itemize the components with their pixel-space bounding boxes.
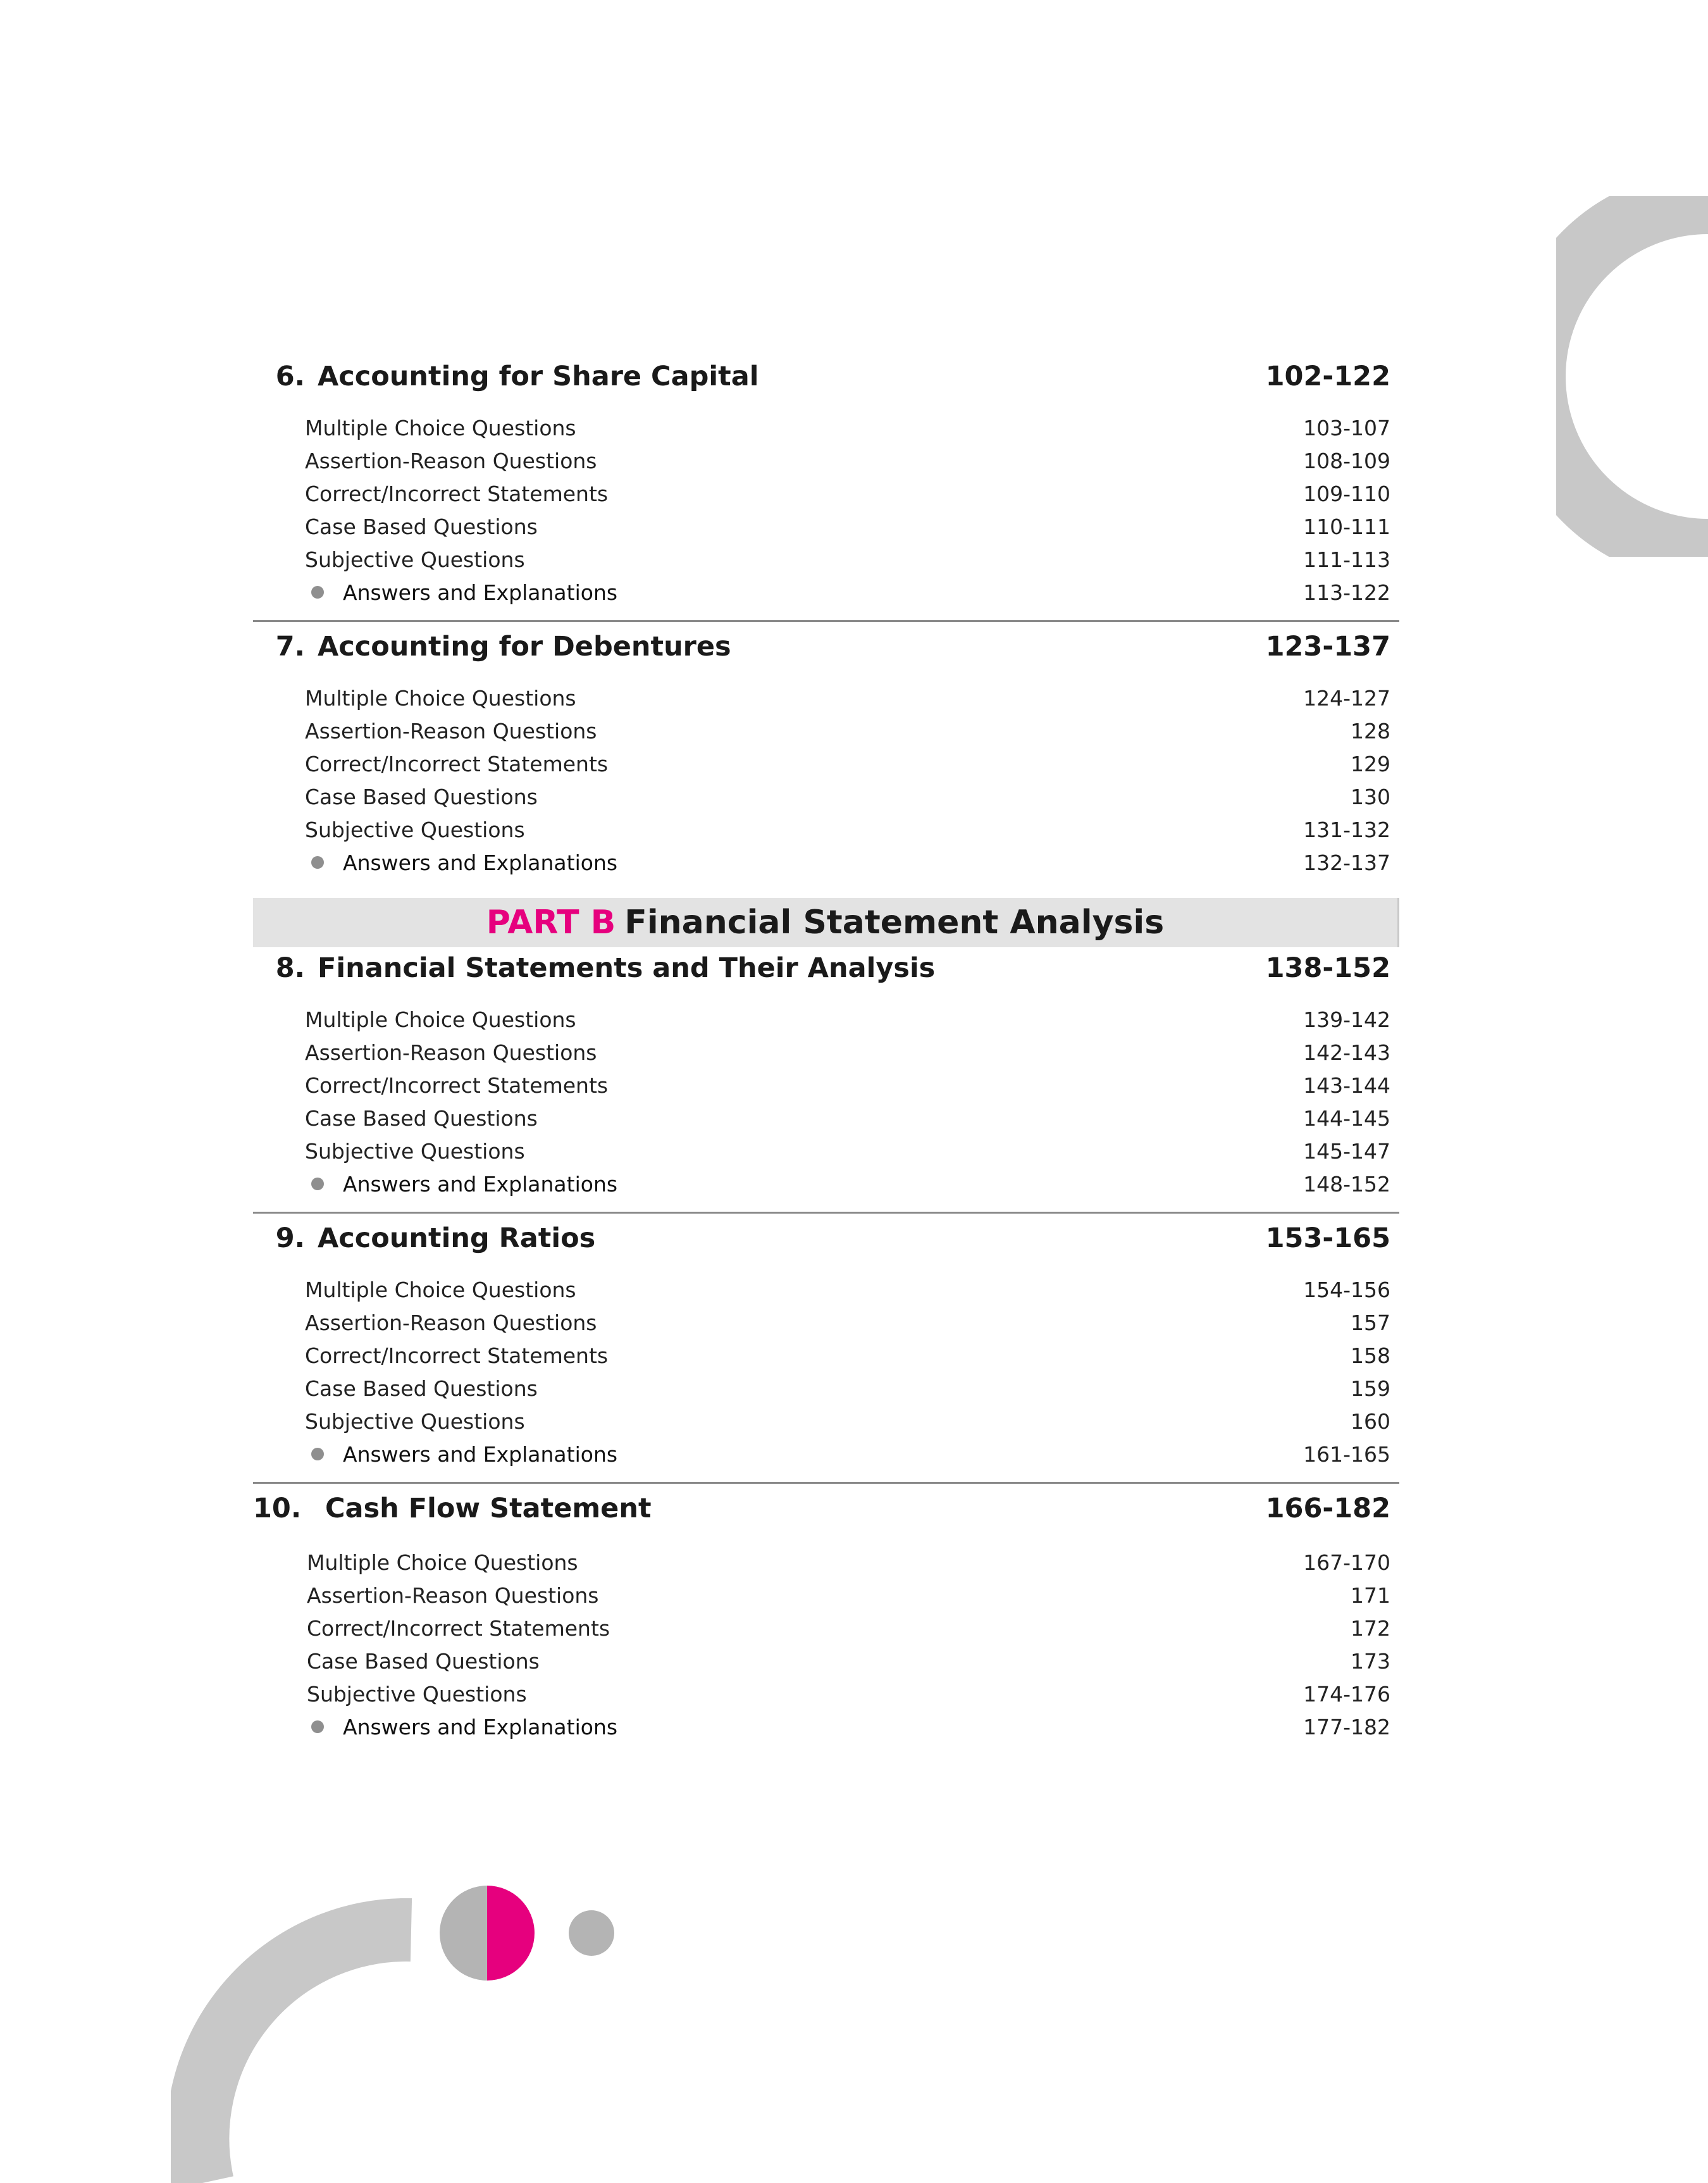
- toc-item[interactable]: [253, 1546, 1399, 1579]
- item-label: Answers and Explanations: [343, 1171, 618, 1197]
- toc-item[interactable]: [253, 1102, 1399, 1135]
- item-pages: 172: [1351, 1615, 1390, 1641]
- toc-item[interactable]: [253, 543, 1399, 576]
- item-label: Answers and Explanations: [343, 850, 618, 875]
- item-pages: 161-165: [1303, 1441, 1390, 1467]
- item-pages: 131-132: [1303, 817, 1390, 842]
- item-label: Subjective Questions: [305, 1138, 525, 1164]
- item-pages: 108-109: [1303, 448, 1390, 473]
- item-label: Correct/Incorrect Statements: [305, 1073, 609, 1098]
- item-label: Multiple Choice Questions: [305, 1277, 576, 1302]
- bullet-icon: [311, 1448, 324, 1460]
- part-label: PART B: [486, 904, 616, 942]
- item-pages: 111-113: [1303, 547, 1390, 572]
- bullet-icon: [311, 586, 324, 599]
- item-pages: 124-127: [1303, 685, 1390, 711]
- item-label: Case Based Questions: [305, 784, 538, 809]
- toc-item[interactable]: [253, 444, 1399, 477]
- item-label: Case Based Questions: [305, 1376, 538, 1401]
- chapter-pages: 166-182: [1265, 1493, 1390, 1524]
- chapter-title: Accounting Ratios: [318, 1222, 596, 1254]
- toc-item[interactable]: [253, 1677, 1399, 1710]
- item-label: Answers and Explanations: [343, 580, 618, 605]
- item-label: Multiple Choice Questions: [305, 1007, 576, 1032]
- item-pages: 109-110: [1303, 481, 1390, 506]
- item-pages: 157: [1351, 1310, 1390, 1335]
- answers-item[interactable]: [253, 1438, 1399, 1471]
- item-pages: 171: [1351, 1583, 1390, 1608]
- toc-item[interactable]: [253, 1069, 1399, 1102]
- toc-item[interactable]: [253, 714, 1399, 747]
- toc-item[interactable]: [253, 1135, 1399, 1167]
- item-pages: 110-111: [1303, 514, 1390, 539]
- answers-item[interactable]: [253, 846, 1399, 879]
- item-label: Case Based Questions: [305, 514, 538, 539]
- item-pages: 174-176: [1303, 1681, 1390, 1707]
- item-pages: 177-182: [1303, 1714, 1390, 1739]
- chapter-7: [253, 631, 1399, 879]
- chapter-number: 9.: [275, 1222, 305, 1254]
- item-pages: 154-156: [1303, 1277, 1390, 1302]
- chapter-number: 6.: [275, 361, 305, 392]
- chapter-heading[interactable]: [253, 1222, 1399, 1273]
- item-label: Assertion-Reason Questions: [305, 1040, 597, 1065]
- part-title: Financial Statement Analysis: [624, 904, 1165, 942]
- item-label: Assertion-Reason Questions: [305, 718, 597, 743]
- item-label: Multiple Choice Questions: [305, 685, 576, 711]
- toc-item[interactable]: [253, 1036, 1399, 1069]
- toc-item[interactable]: [253, 1645, 1399, 1677]
- chapter-number: 8.: [275, 952, 305, 984]
- toc-item[interactable]: [253, 477, 1399, 510]
- toc-item[interactable]: [253, 1003, 1399, 1036]
- toc-item[interactable]: [253, 813, 1399, 846]
- item-pages: 130: [1351, 784, 1390, 809]
- decor-arc-top-right: [1556, 196, 1708, 557]
- item-label: Multiple Choice Questions: [307, 1550, 578, 1575]
- item-label: Subjective Questions: [307, 1681, 527, 1707]
- toc-item[interactable]: [253, 1612, 1399, 1645]
- item-pages: 160: [1351, 1409, 1390, 1434]
- chapter-heading[interactable]: [253, 1493, 1399, 1543]
- chapter-title: Cash Flow Statement: [325, 1493, 652, 1524]
- item-pages: 139-142: [1303, 1007, 1390, 1032]
- toc-item[interactable]: [253, 1339, 1399, 1372]
- toc-item[interactable]: [253, 780, 1399, 813]
- toc-item[interactable]: [253, 510, 1399, 543]
- chapter-title: Accounting for Debentures: [318, 631, 731, 662]
- item-label: Case Based Questions: [305, 1105, 538, 1131]
- chapter-pages: 102-122: [1265, 361, 1390, 392]
- item-pages: 132-137: [1303, 850, 1390, 875]
- decor-arc-bottom-left: [171, 1898, 424, 2183]
- item-label: Assertion-Reason Questions: [307, 1583, 599, 1608]
- chapter-heading[interactable]: [253, 952, 1399, 1003]
- chapter-title: Accounting for Share Capital: [318, 361, 759, 392]
- chapter-heading[interactable]: [253, 361, 1399, 411]
- item-pages: 167-170: [1303, 1550, 1390, 1575]
- item-label: Subjective Questions: [305, 817, 525, 842]
- item-label: Case Based Questions: [307, 1648, 540, 1674]
- item-pages: 158: [1351, 1343, 1390, 1368]
- chapter-number: 7.: [275, 631, 305, 662]
- bullet-icon: [311, 1178, 324, 1190]
- table-of-contents: [253, 361, 1399, 1755]
- chapter-pages: 123-137: [1265, 631, 1390, 662]
- chapter-pages: 138-152: [1265, 952, 1390, 984]
- item-pages: 159: [1351, 1376, 1390, 1401]
- toc-item[interactable]: [253, 1372, 1399, 1405]
- chapter-title: Financial Statements and Their Analysis: [318, 952, 936, 984]
- item-label: Correct/Incorrect Statements: [305, 1343, 609, 1368]
- toc-item[interactable]: [253, 1405, 1399, 1438]
- item-label: Answers and Explanations: [343, 1441, 618, 1467]
- answers-item[interactable]: [253, 1167, 1399, 1200]
- toc-item[interactable]: [253, 1579, 1399, 1612]
- toc-item[interactable]: [253, 1306, 1399, 1339]
- item-pages: 129: [1351, 751, 1390, 776]
- chapter-8: [253, 952, 1399, 1214]
- item-label: Assertion-Reason Questions: [305, 1310, 597, 1335]
- item-label: Subjective Questions: [305, 547, 525, 572]
- chapter-pages: 153-165: [1265, 1222, 1390, 1254]
- decor-small-dot: [568, 1910, 615, 1956]
- item-pages: 113-122: [1303, 580, 1390, 605]
- bullet-icon: [311, 1720, 324, 1733]
- toc-item[interactable]: [253, 681, 1399, 714]
- item-label: Correct/Incorrect Statements: [305, 751, 609, 776]
- item-pages: 128: [1351, 718, 1390, 743]
- item-pages: 144-145: [1303, 1105, 1390, 1131]
- toc-item[interactable]: [253, 411, 1399, 444]
- answers-item[interactable]: [253, 1710, 1399, 1743]
- item-pages: 148-152: [1303, 1171, 1390, 1197]
- item-label: Correct/Incorrect Statements: [305, 481, 609, 506]
- item-label: Answers and Explanations: [343, 1714, 618, 1739]
- item-label: Correct/Incorrect Statements: [307, 1615, 610, 1641]
- item-pages: 143-144: [1303, 1073, 1390, 1098]
- item-label: Assertion-Reason Questions: [305, 448, 597, 473]
- chapter-6: [253, 361, 1399, 622]
- item-pages: 145-147: [1303, 1138, 1390, 1164]
- item-pages: 173: [1351, 1648, 1390, 1674]
- part-banner[interactable]: [253, 898, 1399, 947]
- chapter-9: [253, 1222, 1399, 1484]
- decor-half-circle-badge: [436, 1882, 538, 1984]
- item-label: Subjective Questions: [305, 1409, 525, 1434]
- item-label: Multiple Choice Questions: [305, 415, 576, 440]
- toc-item[interactable]: [253, 1273, 1399, 1306]
- item-pages: 103-107: [1303, 415, 1390, 440]
- toc-item[interactable]: [253, 747, 1399, 780]
- bullet-icon: [311, 856, 324, 869]
- item-pages: 142-143: [1303, 1040, 1390, 1065]
- chapter-10: [253, 1493, 1399, 1755]
- answers-item[interactable]: [253, 576, 1399, 609]
- chapter-number: 10.: [253, 1493, 302, 1524]
- chapter-heading[interactable]: [253, 631, 1399, 681]
